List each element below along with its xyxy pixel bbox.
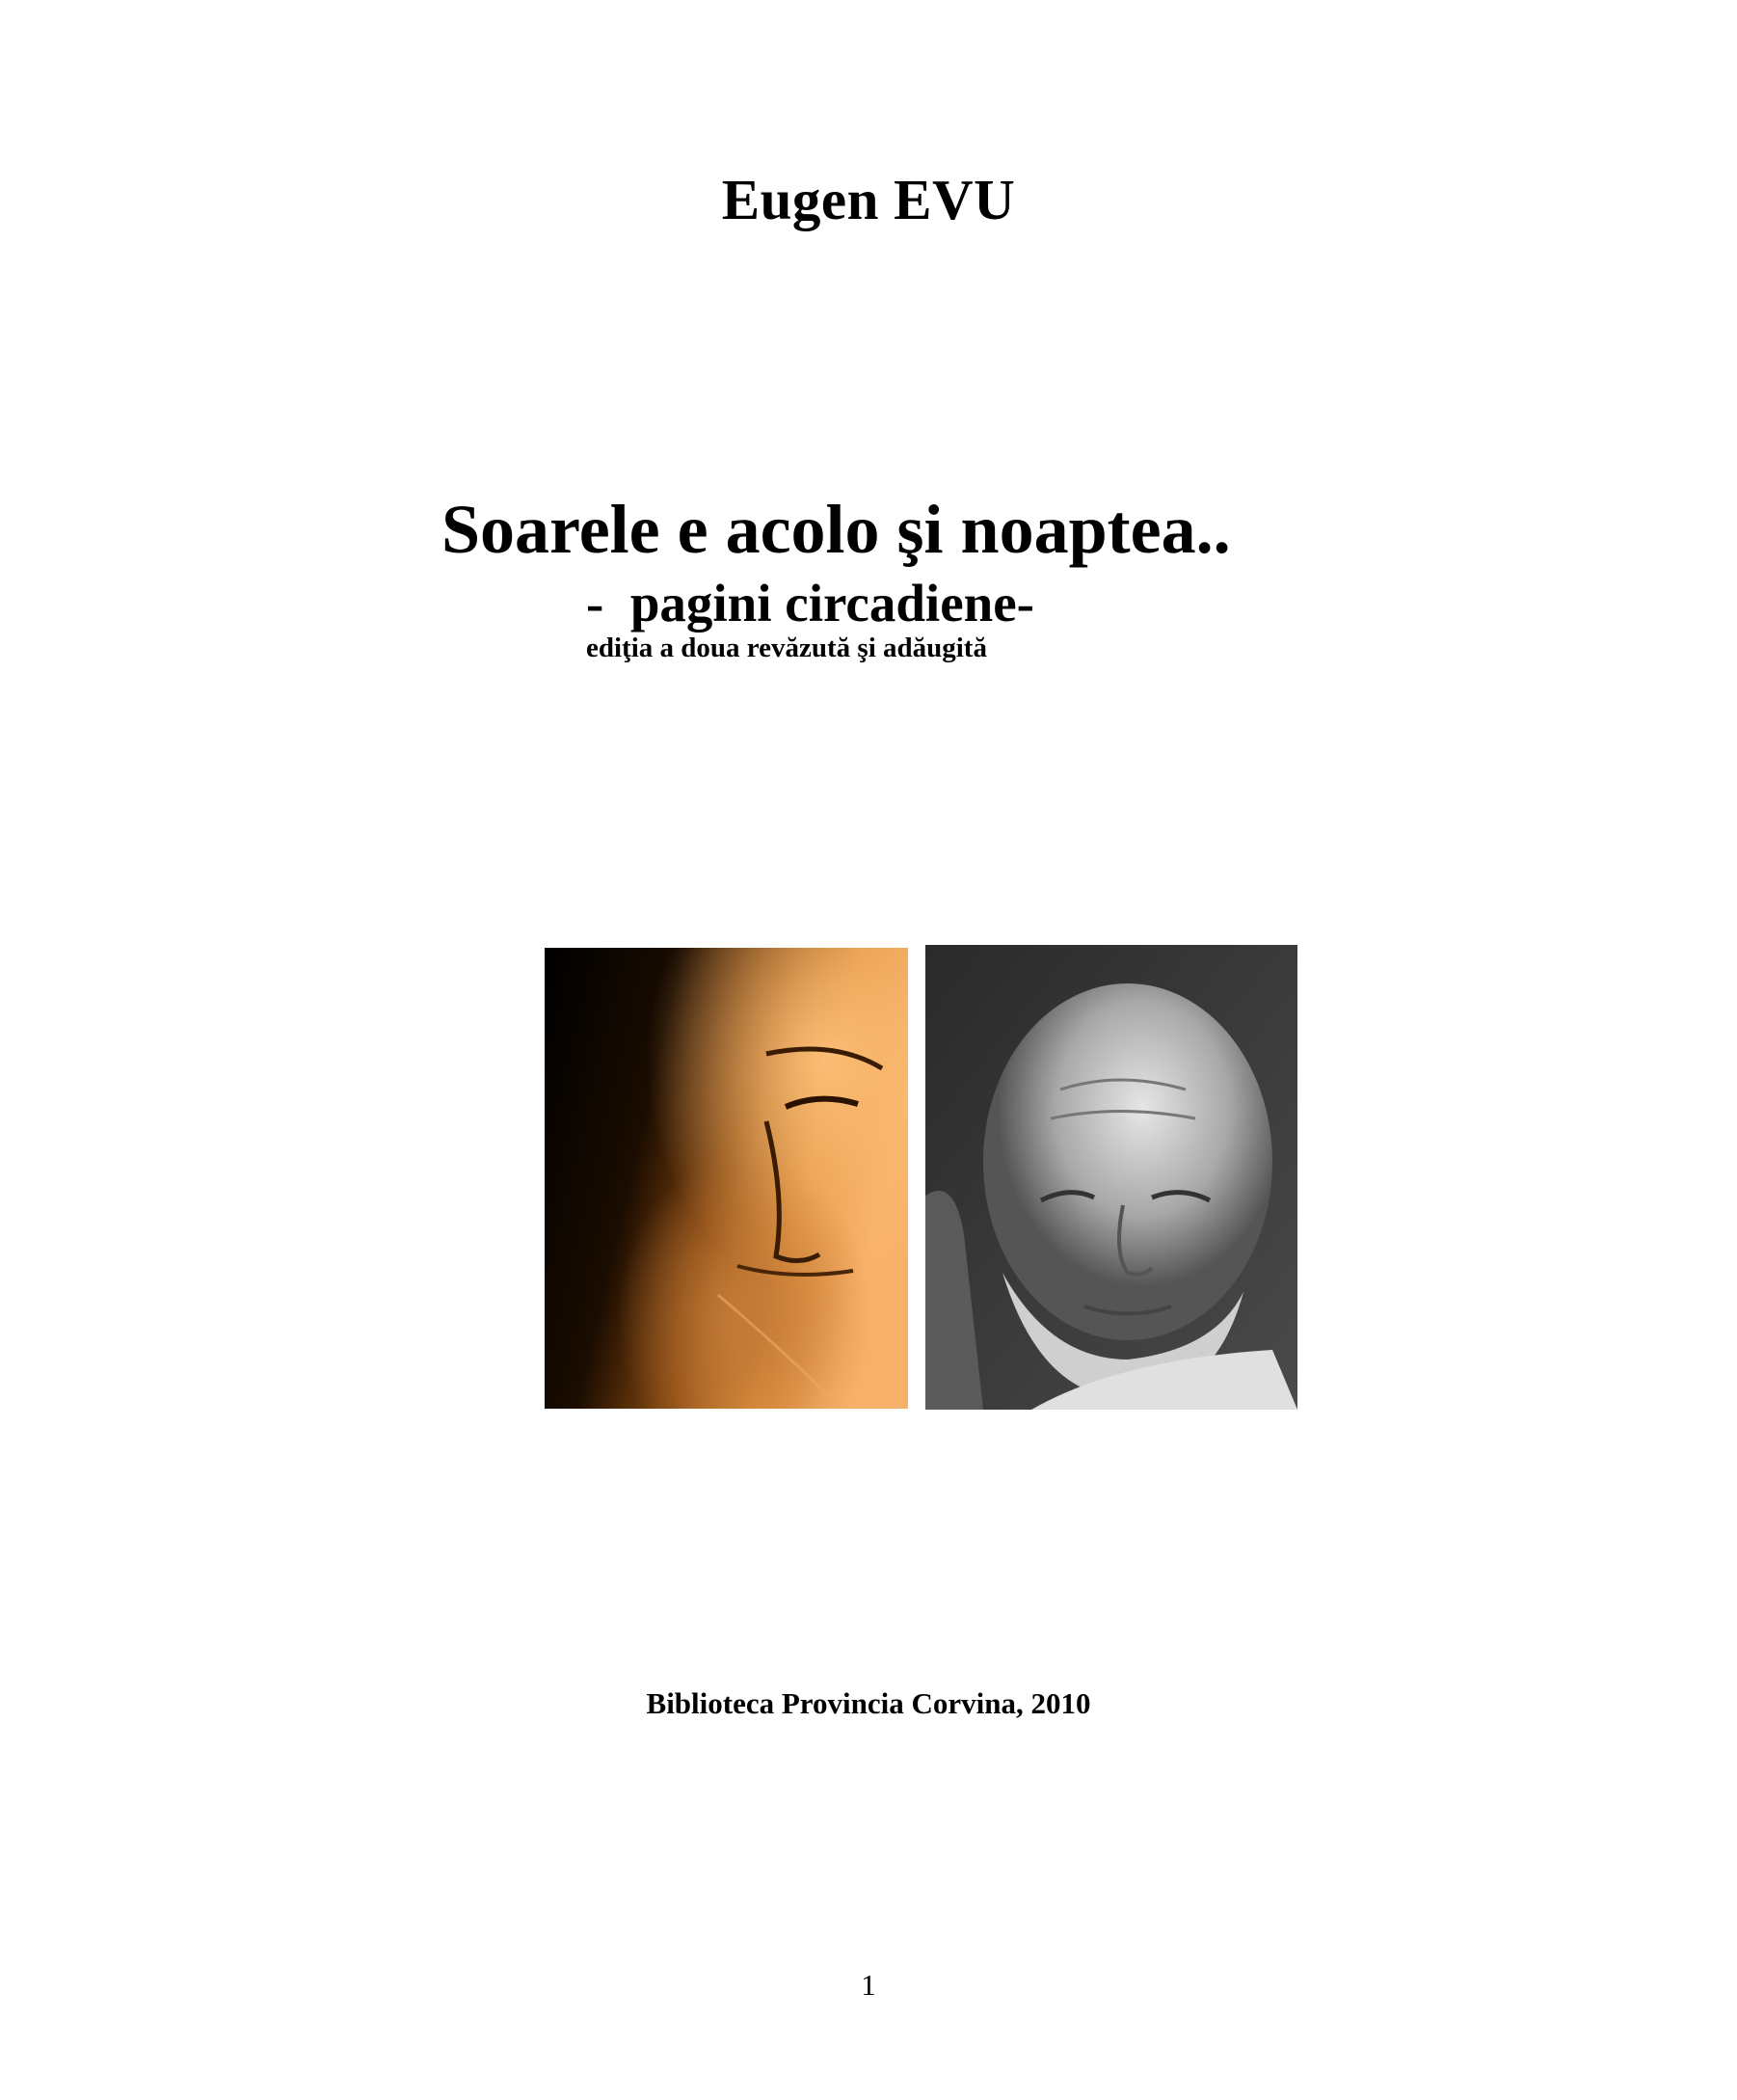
portrait-photo-sepia — [545, 948, 908, 1409]
author-name: Eugen EVU — [721, 168, 1016, 231]
publisher-line: Biblioteca Provincia Corvina, 2010 — [646, 1686, 1091, 1720]
book-subtitle: - pagini circadiene- — [586, 574, 1034, 633]
book-title: Soarele e acolo şi noaptea.. — [441, 491, 1231, 568]
edition-note: ediţia a doua revăzută şi adăugită — [586, 633, 987, 663]
page-number: 1 — [861, 1968, 876, 2002]
portrait-photo-bw — [925, 945, 1297, 1410]
